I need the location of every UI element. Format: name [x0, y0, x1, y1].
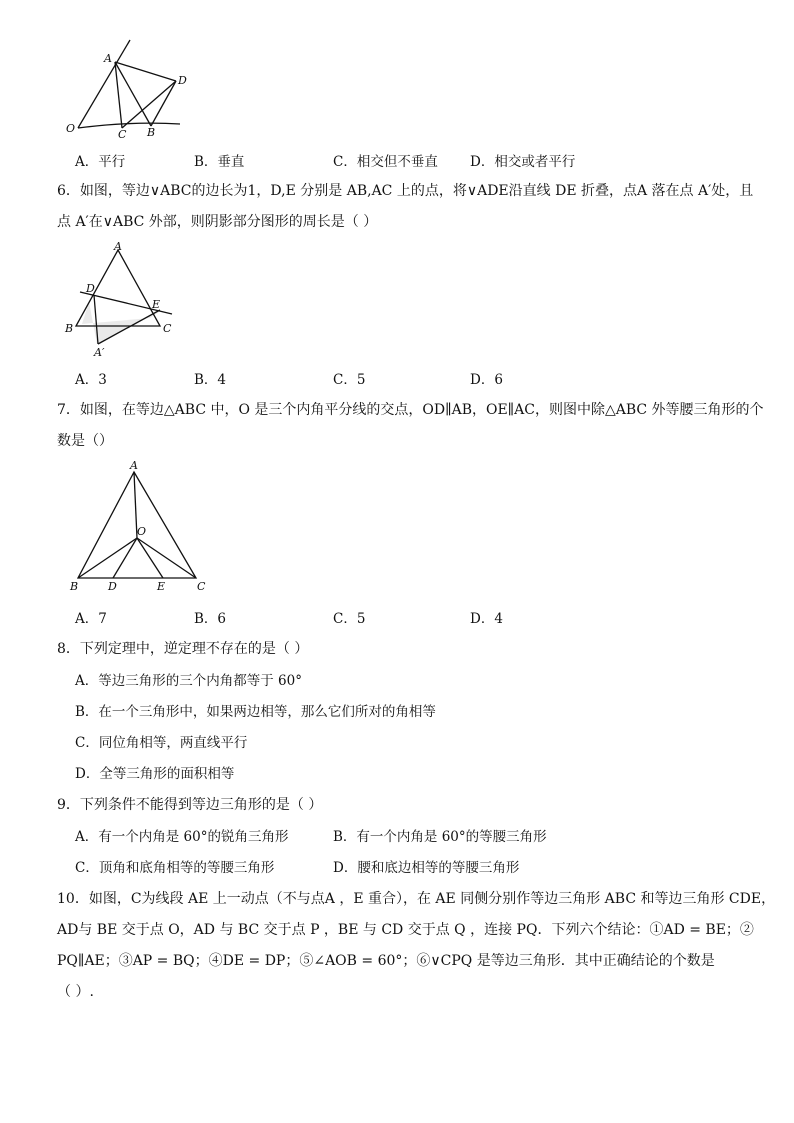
q9-option-b: B．有一个内角是 60°的等腰三角形 [333, 829, 547, 845]
q5-label-o: O [66, 122, 76, 135]
q7-label-e: E [157, 580, 166, 593]
q9-option-c: C．顶角和底角相等的等腰三角形 [75, 860, 275, 876]
q6-option-b: B．4 [194, 372, 227, 388]
q6-label-b: B [65, 322, 74, 335]
q10-stem-line3: PQ∥AE；③AP = BQ；④DE = DP；⑤∠AOB = 60°；⑥∨CPQ 是等边三角形．其中正确结论的个数是 [57, 953, 715, 969]
q6-label-a: A [114, 240, 122, 253]
q8-option-c: C．同位角相等，两直线平行 [75, 735, 248, 751]
q7-option-b: B．6 [194, 611, 227, 627]
q8-option-b: B．在一个三角形中，如果两边相等，那么它们所对的角相等 [75, 704, 436, 720]
q7-label-a: A [130, 459, 138, 472]
q7-label-d: D [108, 580, 117, 593]
q9-option-d: D．腰和底边相等的等腰三角形 [333, 860, 520, 876]
q5-option-c: C．相交但不垂直 [333, 154, 438, 170]
q5-label-c: C [118, 128, 127, 140]
q5-label-a: A [104, 52, 112, 65]
q5-option-d: D．相交或者平行 [470, 154, 576, 170]
q6-stem-line1: 6．如图，等边∨ABC的边长为1，D,E 分别是 AB,AC 上的点，将∨ADE沿直线 DE 折叠，点A 落在点 A′处，且 [57, 183, 754, 199]
q5-label-b: B [147, 126, 156, 139]
q6-label-a-prime: A′ [94, 346, 105, 358]
q8-option-a: A．等边三角形的三个内角都等于 60° [75, 673, 302, 689]
q6-stem-line2: 点 A′在∨ABC 外部，则阴影部分图形的周长是（ ） [57, 214, 378, 230]
q6-figure [62, 240, 192, 358]
q7-label-b: B [70, 580, 79, 593]
q6-option-c: C．5 [333, 372, 366, 388]
q10-stem-line4: （ ）. [57, 984, 94, 1000]
q6-label-e: E [152, 298, 161, 311]
q7-figure [64, 458, 214, 596]
q7-stem-line1: 7．如图，在等边△ABC 中，O 是三个内角平分线的交点，OD∥AB，OE∥AC，则图中除△ABC 外等腰三角形的个 [57, 402, 764, 418]
q5-figure [58, 36, 188, 140]
q7-label-c: C [197, 580, 206, 593]
q8-stem: 8．下列定理中，逆定理不存在的是（ ） [57, 641, 309, 657]
q6-option-d: D．6 [470, 372, 503, 388]
q5-option-b: B．垂直 [194, 154, 245, 170]
q6-option-a: A．3 [75, 372, 107, 388]
q10-stem-line1: 10．如图，C为线段 AE 上一动点（不与点A ，E 重合），在 AE 同侧分别作等边三角形 ABC 和等边三角形 CDE， [57, 891, 776, 907]
q9-stem: 9．下列条件不能得到等边三角形的是（ ） [57, 797, 323, 813]
q7-label-o: O [137, 525, 147, 538]
q6-label-d: D [86, 282, 95, 295]
q9-option-a: A．有一个内角是 60°的锐角三角形 [75, 829, 289, 845]
q6-label-c: C [163, 322, 172, 335]
q7-option-d: D．4 [470, 611, 503, 627]
q5-label-d: D [178, 74, 187, 87]
q7-option-a: A．7 [75, 611, 107, 627]
q7-stem-line2: 数是（） [57, 433, 113, 449]
q10-stem-line2: AD与 BE 交于点 O，AD 与 BC 交于点 P ，BE 与 CD 交于点 Q ，连接 PQ．下列六个结论：①AD = BE；② [57, 922, 754, 938]
q8-option-d: D．全等三角形的面积相等 [75, 766, 235, 782]
q7-option-c: C．5 [333, 611, 366, 627]
q5-option-a: A．平行 [75, 154, 126, 170]
